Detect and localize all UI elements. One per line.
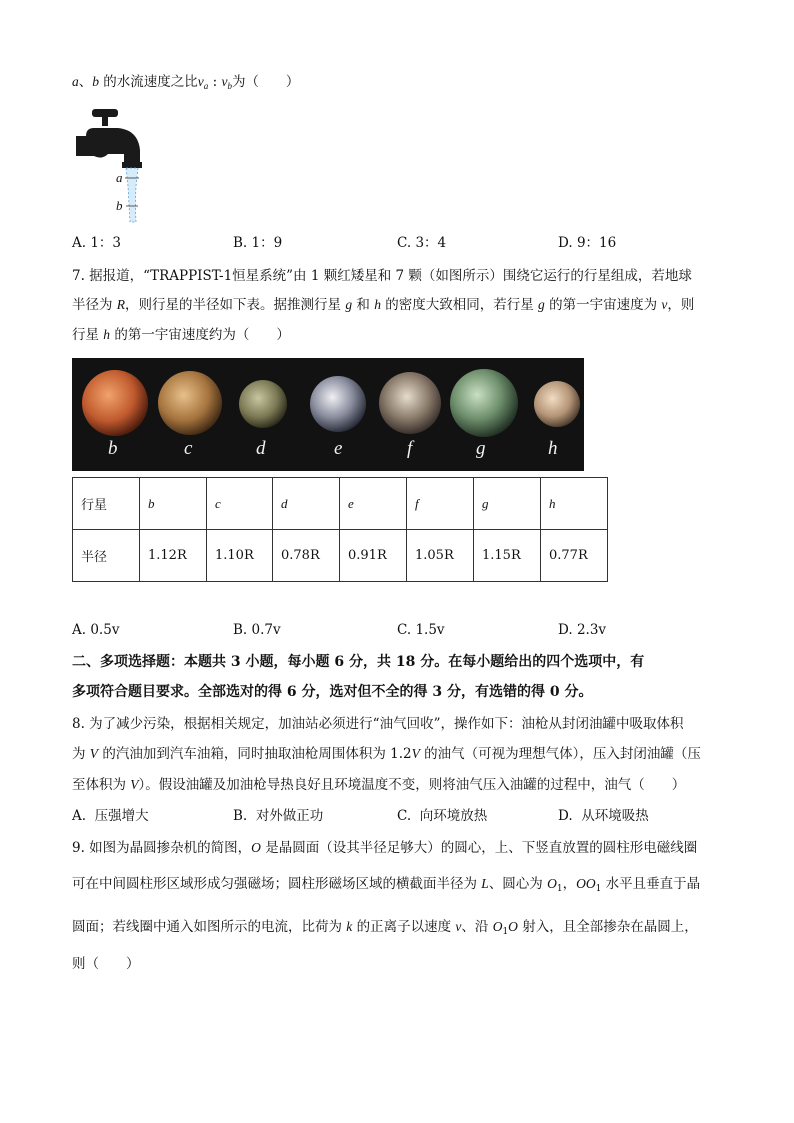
q6-var-b: b [92,74,99,89]
table-cell: 0.77R [541,530,608,582]
q8-line2: 为 V 的汽油加到汽车油箱，同时抽取油枪周围体积为 1.2V 的油气（可视为理想气体），压入封闭油罐（压 [72,746,701,762]
q6-stem [72,72,299,96]
planet-b [82,370,148,436]
q6-stem-text: 的水流速度之比 [99,74,198,90]
table-cell: f [407,478,474,530]
q6-ratio-v1: v [197,74,204,89]
q6-option-b[interactable]: B. 1：9 [233,235,283,251]
faucet-figure [72,104,152,224]
water-stream [126,168,138,222]
faucet-outlet [122,162,142,168]
planet-c [158,371,222,435]
planet-label-d: d [256,438,266,459]
q6-ratio-colon: : [208,74,222,90]
q7-line2: 半径为 R，则行星的半径如下表。据推测行星 g 和 h 的密度大致相同，若行星 g 的第一宇宙速度为 v，则 [72,297,695,313]
q6-stem-end: 为（ ） [231,74,300,90]
q8-option-c[interactable]: C. 向环境放热 [397,808,488,824]
planet-label-c: c [184,438,193,459]
q6-option-c[interactable]: C. 3：4 [397,235,447,251]
q6-option-a[interactable]: A. 1：3 [72,235,122,251]
q9-line2: 可在中间圆柱形区域形成匀强磁场；圆柱形磁场区域的横截面半径为 L、圆心为 $O_1$，$OO_1$ 水平且垂直于晶 [72,876,701,894]
q8-option-b[interactable]: B. 对外做正功 [233,808,324,824]
q8-option-d[interactable]: D. 从环境吸热 [558,808,649,824]
table-cell: 1.15R [474,530,541,582]
planet-h [534,381,580,427]
table-row [73,478,608,530]
planet-label-g: g [476,438,486,459]
q7-line3: 行星 h 的第一宇宙速度约为（ ） [72,327,290,343]
planet-g [450,369,518,437]
faucet-body [76,128,140,166]
table-cell: 1.12R [140,530,207,582]
table-cell: e [340,478,407,530]
q8-option-a[interactable]: A. 压强增大 [72,808,149,824]
table-cell: 1.05R [407,530,474,582]
planet-radius-table [72,477,608,582]
planet-label-e: e [334,438,343,459]
q7-option-d[interactable]: D. 2.3v [558,622,607,638]
section2-heading-line2: 多项符合题目要求。全部选对的得 6 分，选对但不全的得 3 分，有选错的得 0 分。 [72,684,593,700]
q6-option-d[interactable]: D. 9：16 [558,235,617,251]
table-header-radius: 半径 [73,530,140,582]
table-row [73,530,608,582]
q7-option-c[interactable]: C. 1.5v [397,622,445,638]
planet-label-h: h [548,438,558,459]
q8-line3: 至体积为 V）。假设油罐及加油枪导热良好且环境温度不变，则将油气压入油罐的过程中，油气（ ） [72,777,686,793]
faucet-label-b: b [116,198,123,213]
q6-ratio-sub2: b [227,81,232,91]
table-cell: h [541,478,608,530]
q6-var-a: a [72,74,79,89]
trappist-planets-image [72,358,584,471]
table-cell: d [273,478,340,530]
table-cell: b [140,478,207,530]
table-cell: 0.91R [340,530,407,582]
q6-ratio-v2: v [221,74,228,89]
q6-ratio-sub1: a [203,81,209,91]
q9-line1: 9. 如图为晶圆掺杂机的简图，O 是晶圆面（设其半径足够大）的圆心，上、下竖直放置的圆柱形电磁线圈 [72,840,698,856]
q7-option-a[interactable]: A. 0.5v [72,622,120,638]
planet-label-f: f [407,438,413,459]
table-cell: 0.78R [273,530,340,582]
planet-d [239,380,287,428]
faucet-handle [92,109,118,117]
q7-line1: 7. 据报道，“TRAPPIST-1恒星系统”由 1 颗红矮星和 7 颗（如图所示）围绕它运行的行星组成，若地球 [72,268,692,284]
q9-line3: 圆面；若线圈中通入如图所示的电流，比荷为 k 的正离子以速度 v、沿 $O_1O$ 射入，且全部掺杂在晶圆上， [72,919,698,937]
q8-line1: 8. 为了减少污染，根据相关规定，加油站必须进行“油气回收”，操作如下：油枪从封闭油罐中吸取体积 [72,716,684,732]
table-cell: g [474,478,541,530]
q6-sep: 、 [78,74,93,90]
planet-label-b: b [108,438,118,459]
planet-f [379,372,441,434]
section2-heading-line1: 二、多项选择题：本题共 3 小题，每小题 6 分，共 18 分。在每小题给出的四个选项中，有 [72,654,645,670]
planet-e [310,376,366,432]
table-cell: c [207,478,273,530]
q9-line4: 则（ ） [72,956,140,972]
planets-svg [72,358,584,471]
table-cell: 1.10R [207,530,273,582]
faucet-label-a: a [116,170,123,185]
q7-option-b[interactable]: B. 0.7v [233,622,281,638]
table-header-planet: 行星 [73,478,140,530]
